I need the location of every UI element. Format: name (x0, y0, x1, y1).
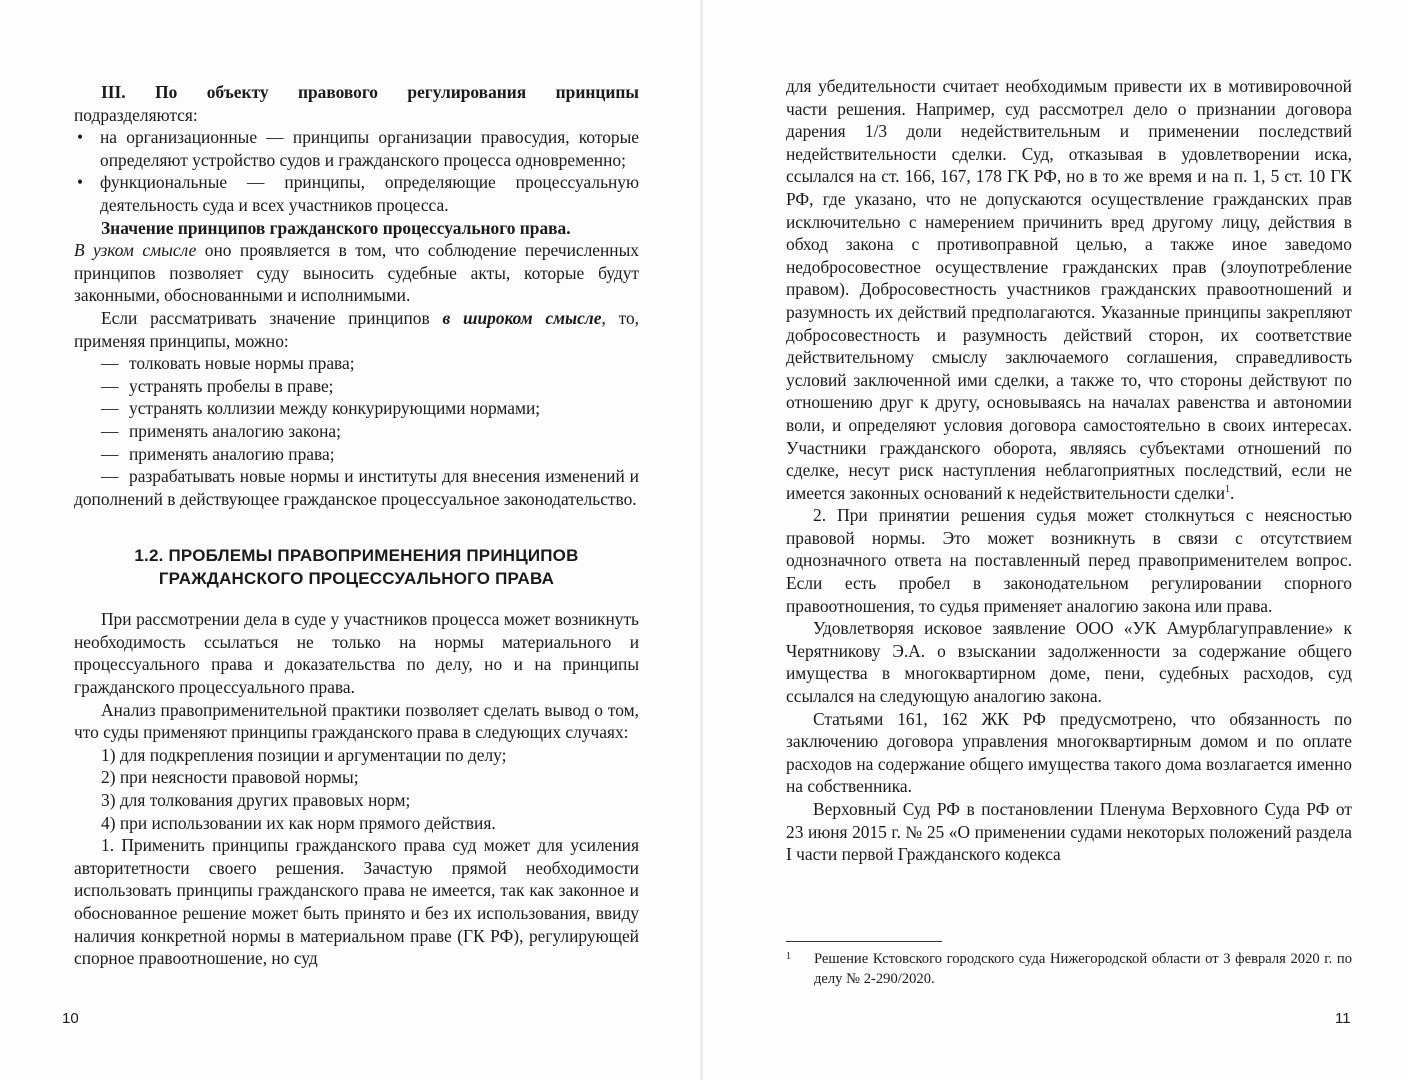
footnote-text: Решение Кстовского городского суда Нижегородской области от 3 февраля 2020 г. по делу № 2-290/2020. (814, 951, 1352, 987)
dash-item: — применять аналогию права; (101, 443, 335, 464)
bullet-item: • на организационные — принципы организации правосудия, которые определяют устройство судов и гражданского процесса одновременно; (74, 126, 639, 171)
right-page-text (786, 75, 1352, 866)
left-page (0, 0, 703, 1080)
page-number: 11 (1335, 1010, 1351, 1027)
dash-item: — устранять пробелы в праве; (101, 375, 334, 396)
paragraph-narrow-sense: В узком смысле оно проявляется в том, что соблюдение перечисленных принципов позволяет суду выносить судебные акты, которые будут законными, обоснованными и исполнимыми. (74, 240, 639, 306)
footnote (786, 950, 1352, 989)
bullet-list (74, 126, 639, 216)
footnote-reference: 1 (1225, 483, 1230, 495)
numbered-item: 2) при неясности правовой нормы; (101, 767, 359, 788)
paragraph-point-two: 2. При принятии решения судья может столкнуться с неясностью правовой нормы. Это может возникнуть в связи с отсутствием однозначного ответа на поставленный перед правоприменителем вопрос. Если есть пробел в законодательном регулировании спорного правоотношения, то судья применяет аналогию закона или права. (786, 505, 1352, 616)
paragraph-case: Удовлетворяя исковое заявление ООО «УК Амурблагуправление» к Черятникову Э.А. о взыскании задолженности за содержание общего имущества в многоквартирном доме, пени, судебных расходов, суд ссылался на следующую аналогию закона. (786, 618, 1352, 707)
dash-list (74, 352, 639, 465)
bullet-item: • функциональные — принципы, определяющие процессуальную деятельность суда и всех участников процесса. (74, 171, 639, 216)
dash-item: — применять аналогию закона; (101, 420, 341, 441)
dash-item: — устранять коллизии между конкурирующими нормами; (101, 398, 541, 419)
paragraph-point-one: 1. Применить принципы гражданского права суд может для усиления авторитетности своего решения. Зачастую прямой необходимости использовать принципы гражданского права не имеется, так как законное и обоснованное решение может быть принято и без их использования, ввиду наличия конкретной нормы в материальном праве (ГК РФ), регулирующей спорное правоотношение, но суд (74, 835, 639, 969)
paragraph-analysis: Анализ правоприменительной практики позволяет сделать вывод о том, что суды применяют принципы гражданского права в следующих случаях: (74, 699, 639, 743)
paragraph-broad-sense: Если рассматривать значение принципов в широком смысле, то, применяя принципы, можно: (74, 307, 639, 351)
numbered-item: 3) для толкования других правовых норм; (101, 790, 411, 811)
footnote-mark: 1 (786, 951, 791, 962)
dash-item-last: — разрабатывать новые нормы и институты для внесения изменений и дополнений в действующее гражданское процессуальное законодательство. (74, 466, 639, 509)
paragraph-classification: III. По объекту правового регулирования принципы подразделяются: (74, 82, 639, 125)
left-page-text (74, 81, 639, 970)
numbered-item: 1) для подкрепления позиции и аргументации по делу; (101, 744, 507, 765)
paragraph-continuation: для убедительности считает необходимым привести их в мотивировочной части решения. Например, суд рассмотрел дело о признании договора дарения 1/3 доли недействительным и применении последствий недействительности сделки. Суд, отказывая в удовлетворении иска, ссылался на ст. 166, 167, 178 ГК РФ, но в то же время и на п. 1, 5 ст. 10 ГК РФ, где указано, что не допускаются осуществление гражданских прав исключительно с намерением причинить вред другому лицу, действия в обход закона с противоправной целью, а также иное заведомо недобросовестное осуществление гражданских прав (злоупотребление правом). Добросовестность участников гражданских правоотношений и разумность их действий предполагаются. Указанные принципы закрепляют добросовестность и разумность действий сторон, их соответствие действительному смыслу заключаемого соглашения, справедливость условий заключенной ими сделки, а также то, что стороны действуют по отношению друг к другу, основываясь на началах равенства и автономии воли, и определяют условия договора самостоятельно в своих интересах. Участники гражданского оборота, являясь субъектами отношений по сделке, несут риск наступления неблагоприятных последствий, если не имеется законных оснований к недействительности сделки$^1$. (786, 76, 1352, 503)
page-number: 10 (62, 1010, 79, 1027)
numbered-list (74, 744, 639, 834)
paragraph-supreme-court: Верховный Суд РФ в постановлении Пленума Верховного Суда РФ от 23 июня 2015 г. № 25 «О применении судами некоторых положений раздела I части первой Гражданского кодекса (786, 799, 1352, 865)
footnote-divider (786, 941, 942, 942)
numbered-item: 4) при использовании их как норм прямого действия. (101, 812, 496, 833)
paragraph-meaning-heading: Значение принципов гражданского процессуального права. (101, 217, 571, 238)
right-page (703, 0, 1407, 1080)
paragraph-articles: Статьями 161, 162 ЖК РФ предусмотрено, что обязанность по заключению договора управления многоквартирным домом и по оплате расходов на содержание общего имущества такого дома возлагается именно на собственника. (786, 708, 1352, 797)
section-heading: 1.2. ПРОБЛЕМЫ ПРАВОПРИМЕНЕНИЯ ПРИНЦИПОВ ГРАЖДАНСКОГО ПРОЦЕССУАЛЬНОГО ПРАВА (134, 546, 579, 589)
paragraph-intro: При рассмотрении дела в суде у участников процесса может возникнуть необходимость ссылаться не только на нормы материального и процессуального права и доказательства по делу, но и на принципы гражданского процессуального права. (74, 609, 639, 698)
dash-item: — толковать новые нормы права; (101, 353, 355, 374)
